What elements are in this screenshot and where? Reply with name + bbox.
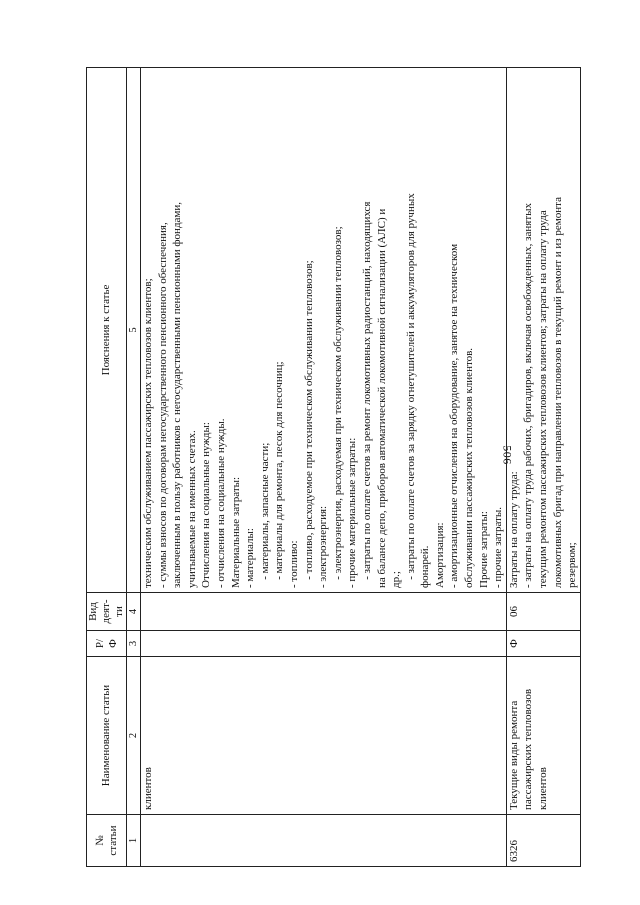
explanation-line: - материалы для ремонта, песок для песочниц; <box>273 361 286 588</box>
item-explanation <box>506 68 580 593</box>
explanation-line: - электроэнергия: <box>317 505 330 588</box>
item-explanation <box>141 68 507 593</box>
cost-items-table <box>86 67 581 867</box>
table-row <box>141 68 507 867</box>
explanation-line: - прочие материальные затраты: <box>346 437 359 588</box>
explanation-line: фонарей. <box>419 545 432 588</box>
explanation-line: техническим обслуживанием пассажирских тепловозов клиентов; <box>142 278 154 588</box>
header-item-name: Наименование статьи <box>87 657 127 815</box>
explanation-line: др.; <box>390 571 403 588</box>
explanation-line: - суммы взносов по договорам негосударственного пенсионного обеспечения, <box>156 222 169 588</box>
explanation-line: Амортизация: <box>433 522 446 588</box>
explanation-line: - топливо: <box>287 540 300 588</box>
column-number: 1 <box>127 815 141 867</box>
explanation-line: - затраты по оплате счетов за зарядку огнетушителей и аккумуляторов для ручных <box>404 193 417 588</box>
explanation-line: на балансе депо, приборов автоматической локомотивной сигнализации (АЛС) и <box>375 208 388 588</box>
explanation-line: - отчисления на социальные нужды. <box>214 418 227 588</box>
explanation-line: - затраты по оплате счетов за ремонт локомотивных радиостанций, находящихся <box>360 201 373 588</box>
explanation-line: Прочие затраты: <box>477 511 490 588</box>
column-number-row <box>127 68 141 867</box>
explanation-line: - амортизационные отчисления на оборудование, занятое на техническом <box>448 243 461 588</box>
explanation-line: заключенным в пользу работников с негосударственными пенсионными фондами, <box>171 201 184 588</box>
explanation-line: Отчисления на социальные нужды: <box>200 422 213 588</box>
item-name: Текущие виды ремонта пассажирских тепловозов клиентов <box>506 657 580 815</box>
item-activity: 06 <box>506 593 580 631</box>
explanation-line: - материалы, запасные части; <box>258 442 271 588</box>
explanation-line: обслуживании пассажирских тепловозов клиентов. <box>463 347 476 588</box>
header-explanation: Пояснения к статье <box>87 68 127 593</box>
column-number: 2 <box>127 657 141 815</box>
page-number: 506 <box>500 445 515 465</box>
explanation-line: резервом; <box>566 542 579 588</box>
explanation-line: локомотивных бригад при направлении тепловозов в текущий ремонт и из ремонта <box>551 197 564 588</box>
explanation-line: - топливо, расходуемое при техническом обслуживании тепловозов; <box>302 260 315 588</box>
rotated-page <box>86 67 610 867</box>
item-rf <box>141 631 507 657</box>
explanation-line: Материальные затраты: <box>229 476 242 588</box>
table-row <box>506 68 580 867</box>
explanation-line: учитываемые на именных счетах. <box>185 430 198 588</box>
column-number: 5 <box>127 68 141 593</box>
explanation-line: Затраты на оплату труда: <box>507 471 520 588</box>
explanation-line: текущим ремонтом пассажирских тепловозов клиентов; затраты на оплату труда <box>537 210 550 588</box>
header-item-number: № статьи <box>87 815 127 867</box>
explanation-line: - прочие затраты. <box>492 507 505 588</box>
item-activity <box>141 593 507 631</box>
explanation-line: - материалы: <box>244 528 257 588</box>
column-number: 4 <box>127 593 141 631</box>
item-rf: Ф <box>506 631 580 657</box>
item-name: клиентов <box>141 657 507 815</box>
explanation-line: - электроэнергия, расходуемая при техническом обслуживании тепловозов; <box>331 226 344 588</box>
explanation-line: - затраты на оплату труда рабочих, бригадиров, включая освобожденных, занятых <box>522 202 535 588</box>
item-code: 6326 <box>506 815 580 867</box>
header-rf: Р/ Ф <box>87 631 127 657</box>
item-code <box>141 815 507 867</box>
document-table-area <box>86 67 610 867</box>
header-row <box>87 68 127 867</box>
column-number: 3 <box>127 631 141 657</box>
header-activity-type: Вид деят-ти <box>87 593 127 631</box>
